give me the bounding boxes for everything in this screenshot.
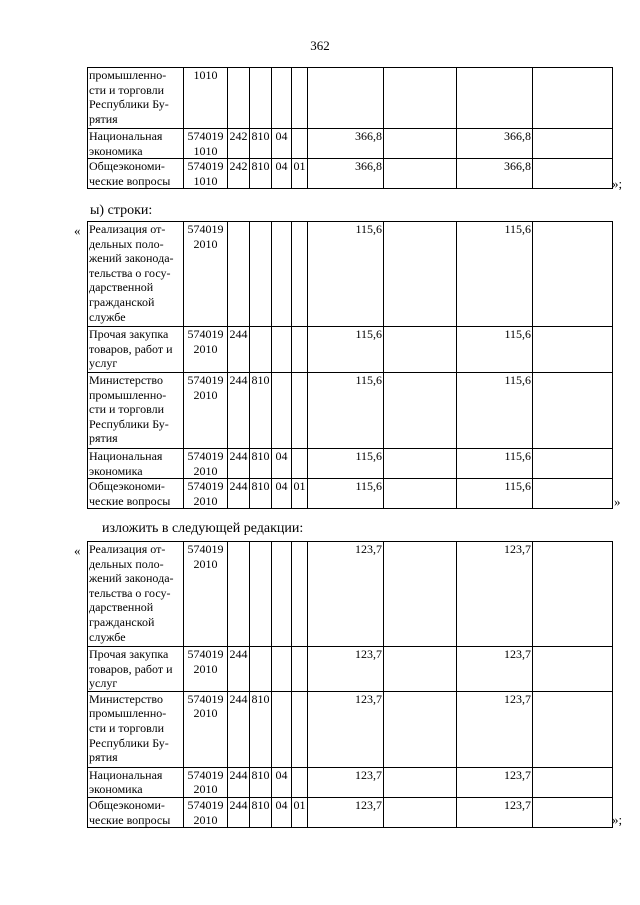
row-rz [272,222,292,327]
row-pr [292,68,308,129]
row-csr: 574019 2010 [184,449,228,479]
row-vr: 244 [228,691,250,767]
row-pr [292,691,308,767]
row-pr: 01 [292,479,308,509]
row-vr: 242 [228,159,250,189]
row-csr: 574019 2010 [184,767,228,797]
row-gr [250,542,272,647]
row-rz: 04 [272,129,292,159]
row-empty [384,542,457,647]
row-rz: 04 [272,159,292,189]
row-rz [272,691,292,767]
table-row [88,767,613,797]
row-name: Общеэкономи-ческие вопросы [88,159,184,189]
budget-table-old [87,221,613,509]
row-rz [272,373,292,449]
row-vr: 244 [228,449,250,479]
section-caption: изложить в следующей редакции: [102,521,304,536]
row-vr [228,542,250,647]
row-value-1: 123,7 [308,647,384,692]
budget-table-continued [87,67,613,189]
row-name: Министерство промышленно-сти и торговли Республики Бу-рятия [88,373,184,449]
row-empty [384,691,457,767]
row-value-2 [457,68,533,129]
row-empty [384,479,457,509]
row-gr [250,68,272,129]
row-value-1: 366,8 [308,159,384,189]
row-value-1: 115,6 [308,449,384,479]
row-pr [292,129,308,159]
row-empty [533,327,613,373]
row-vr: 244 [228,647,250,692]
row-name: Национальная экономика [88,767,184,797]
row-value-2: 123,7 [457,542,533,647]
row-gr: 810 [250,449,272,479]
row-empty [384,373,457,449]
row-rz [272,542,292,647]
row-name: Реализация от-дельных поло-жений законода-тельства о госу-дарственной гражданской службе [88,222,184,327]
row-vr: 244 [228,767,250,797]
row-empty [384,327,457,373]
row-value-1 [308,68,384,129]
row-csr: 574019 1010 [184,129,228,159]
row-gr [250,647,272,692]
row-value-2: 115,6 [457,222,533,327]
opening-quote: « [74,223,81,238]
row-value-1: 115,6 [308,373,384,449]
table-row [88,327,613,373]
row-vr [228,68,250,129]
row-gr: 810 [250,767,272,797]
page-number: 362 [310,38,330,53]
row-name: Национальная экономика [88,449,184,479]
table-row [88,222,613,327]
row-value-2: 115,6 [457,449,533,479]
row-gr: 810 [250,159,272,189]
row-csr: 574019 2010 [184,479,228,509]
closing-quote: » [614,494,621,509]
row-gr: 810 [250,797,272,827]
row-name: Министерство промышленно-сти и торговли Республики Бу-рятия [88,691,184,767]
row-csr: 574019 2010 [184,542,228,647]
row-rz [272,647,292,692]
row-value-2: 123,7 [457,691,533,767]
row-gr: 810 [250,129,272,159]
table-row [88,647,613,692]
table-row [88,68,613,129]
row-empty [533,647,613,692]
row-rz [272,68,292,129]
row-value-2: 115,6 [457,479,533,509]
row-pr [292,373,308,449]
row-value-1: 115,6 [308,479,384,509]
row-csr: 574019 2010 [184,222,228,327]
row-name: Общеэкономи-ческие вопросы [88,797,184,827]
row-vr [228,222,250,327]
row-gr: 810 [250,479,272,509]
row-pr: 01 [292,159,308,189]
row-csr: 574019 2010 [184,797,228,827]
row-csr: 574019 1010 [184,159,228,189]
row-gr: 810 [250,373,272,449]
row-empty [533,691,613,767]
row-csr: 574019 2010 [184,647,228,692]
row-pr [292,647,308,692]
row-vr: 242 [228,129,250,159]
row-vr: 244 [228,327,250,373]
row-value-1: 123,7 [308,691,384,767]
row-empty [533,542,613,647]
row-pr [292,222,308,327]
row-empty [384,129,457,159]
row-empty [533,68,613,129]
row-empty [384,68,457,129]
row-csr: 574019 2010 [184,691,228,767]
row-empty [533,159,613,189]
table-row [88,373,613,449]
row-value-1: 123,7 [308,767,384,797]
row-csr: 1010 [184,68,228,129]
row-value-2: 366,8 [457,159,533,189]
row-gr [250,327,272,373]
row-value-2: 115,6 [457,373,533,449]
table-row [88,797,613,827]
row-pr [292,327,308,373]
row-vr: 244 [228,373,250,449]
table-row [88,691,613,767]
table-row [88,449,613,479]
row-value-1: 115,6 [308,222,384,327]
row-csr: 574019 2010 [184,373,228,449]
row-empty [384,449,457,479]
row-value-2: 123,7 [457,797,533,827]
table-row [88,479,613,509]
row-name: Прочая закупка товаров, работ и услуг [88,647,184,692]
row-empty [533,767,613,797]
row-empty [384,647,457,692]
row-empty [533,222,613,327]
row-empty [384,797,457,827]
row-rz: 04 [272,797,292,827]
table-row [88,542,613,647]
row-rz: 04 [272,479,292,509]
row-empty [533,479,613,509]
row-value-1: 115,6 [308,327,384,373]
row-empty [533,129,613,159]
row-value-2: 115,6 [457,327,533,373]
row-gr: 810 [250,691,272,767]
row-empty [384,767,457,797]
row-gr [250,222,272,327]
row-value-1: 123,7 [308,797,384,827]
table-row [88,129,613,159]
section-caption: ы) строки: [90,203,153,218]
row-empty [384,159,457,189]
opening-quote: « [74,543,81,558]
row-value-2: 123,7 [457,767,533,797]
row-name: Национальная экономика [88,129,184,159]
row-rz: 04 [272,767,292,797]
row-empty [533,373,613,449]
row-csr: 574019 2010 [184,327,228,373]
row-vr: 244 [228,797,250,827]
closing-quote: »; [612,812,623,827]
row-empty [533,797,613,827]
row-rz [272,327,292,373]
row-name: Прочая закупка товаров, работ и услуг [88,327,184,373]
row-value-2: 123,7 [457,647,533,692]
row-vr: 244 [228,479,250,509]
row-pr [292,767,308,797]
row-name: Реализация от-дельных поло-жений законода-тельства о госу-дарственной гражданской службе [88,542,184,647]
row-name: Общеэкономи-ческие вопросы [88,479,184,509]
row-empty [533,449,613,479]
row-value-1: 366,8 [308,129,384,159]
table-row [88,159,613,189]
row-value-1: 123,7 [308,542,384,647]
closing-quote: »; [612,176,623,191]
row-rz: 04 [272,449,292,479]
row-value-2: 366,8 [457,129,533,159]
row-pr [292,449,308,479]
budget-table-new [87,541,613,828]
row-empty [384,222,457,327]
row-name: промышленно-сти и торговли Республики Бу-рятия [88,68,184,129]
row-pr: 01 [292,797,308,827]
row-pr [292,542,308,647]
